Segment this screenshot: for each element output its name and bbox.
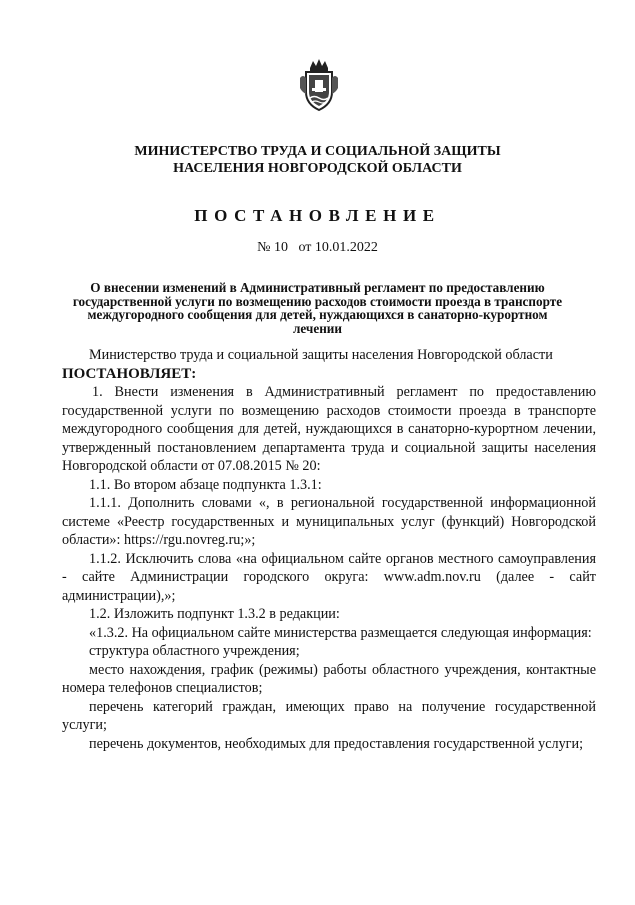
intro-paragraph: Министерство труда и социальной защиты населения Новгородской области xyxy=(89,347,553,363)
coat-of-arms-icon xyxy=(298,58,340,112)
list-item: перечень документов, необходимых для предоставления государственной услуги; xyxy=(89,735,584,752)
document-type-title: ПОСТАНОВЛЕНИЕ xyxy=(194,206,441,225)
list-item: структура областного учреждения; xyxy=(89,643,300,659)
paragraph-1-1-2: 1.1.2. Исключить слова «на официальном сайте органов местного самоуправления - сайте Администрации городского округа: www.adm.nov.ru (далее - сайт администрации),»; xyxy=(62,550,596,604)
paragraph-1-3-2: «1.3.2. На официальном сайте министерства размещается следующая информация: xyxy=(89,624,592,641)
ministry-name-line1: МИНИСТЕРСТВО ТРУДА И СОЦИАЛЬНОЙ ЗАЩИТЫ xyxy=(134,144,501,159)
resolves-heading: ПОСТАНОВЛЯЕТ: xyxy=(62,365,197,382)
paragraph-1-1-1: 1.1.1. Дополнить словами «, в региональной государственной информационной системе «Реестр государственных и муниципальных услуг (функций) Новгородской области»: https://rgu.novreg.ru;»; xyxy=(62,495,596,548)
document-number-date: № 10 от 10.01.2022 xyxy=(257,240,378,255)
document-subject: О внесении изменений в Административный регламент по предоставлению государственной услуги по возмещению расходов стоимости проезда в транспорте междугородного сообщения для детей, нуждающихся в санаторно-курортном лечении xyxy=(72,280,563,336)
list-item: перечень категорий граждан, имеющих право на получение государственной услуги; xyxy=(62,698,596,733)
paragraph-1-2: 1.2. Изложить подпункт 1.3.2 в редакции: xyxy=(89,606,340,622)
document-body xyxy=(62,346,596,753)
paragraph-1: 1. Внести изменения в Административный регламент по предоставлению государственной услуги по возмещению расходов стоимости проезда в транспорте междугородного сообщения для детей, нуждающихся в санаторно-курортном лечении, утвержденный постановлением департамента труда и социальной защиты населения Новгородской области от 07.08.2015 № 20: xyxy=(62,384,596,474)
paragraph-1-1: 1.1. Во втором абзаце подпункта 1.3.1: xyxy=(89,476,322,493)
ministry-name-line2: НАСЕЛЕНИЯ НОВГОРОДСКОЙ ОБЛАСТИ xyxy=(173,161,462,176)
list-item: место нахождения, график (режимы) работы областного учреждения, контактные номера телефонов специалистов; xyxy=(62,661,596,696)
